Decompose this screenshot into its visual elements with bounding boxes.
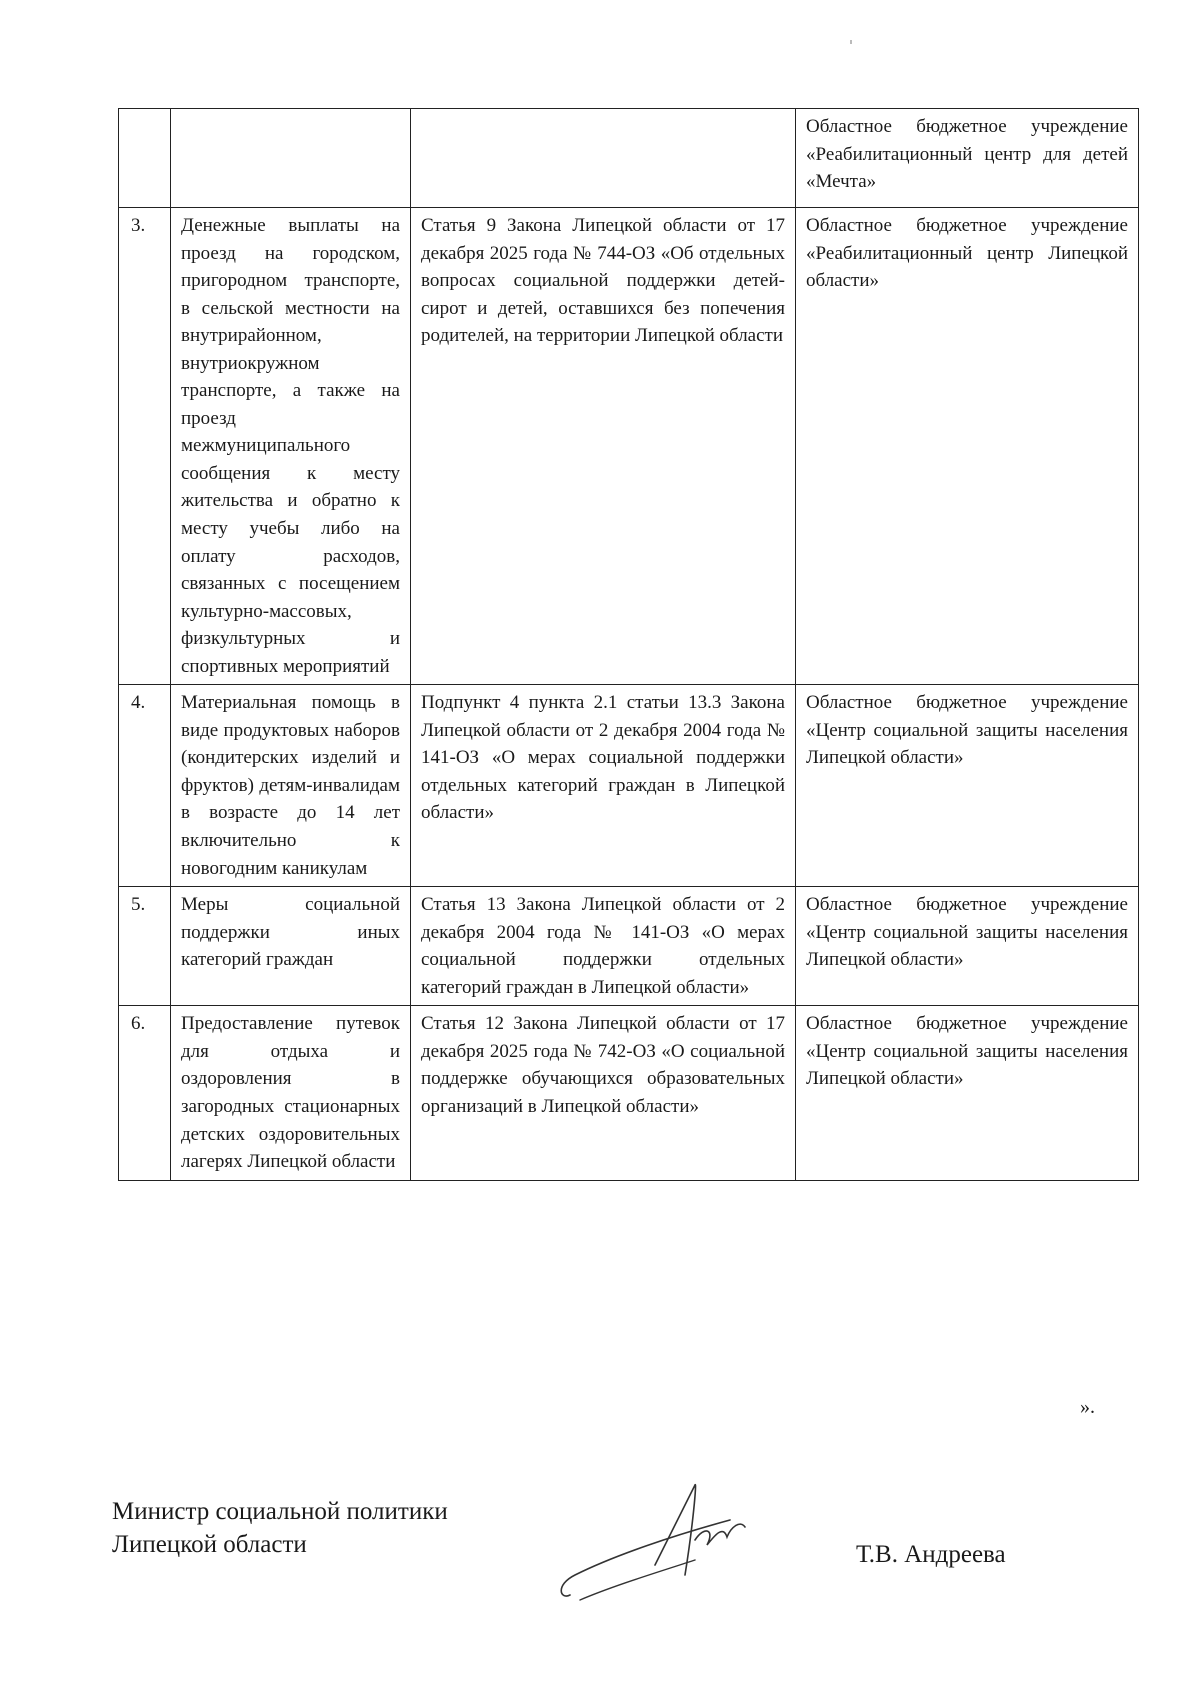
row-number: 5. <box>119 887 171 1006</box>
position-line: Липецкой области <box>112 1530 307 1558</box>
table-row <box>119 208 1139 685</box>
institution: Областное бюджетное учреждение «Реабилитационный центр для детей «Мечта» <box>796 109 1139 208</box>
scan-speck <box>850 40 852 44</box>
row-number: 4. <box>119 685 171 887</box>
institution: Областное бюджетное учреждение «Центр социальной защиты населения Липецкой области» <box>796 1006 1139 1180</box>
measure-name: Денежные выплаты на проезд на городском, пригородном транспорте, в сельской местности на внутрирайонном, внутриокружном транспорте, а также на проезд межмуниципального сообщения к месту жительства и обратно к месту учебы либо на оплату расходов, связанных с посещением культурно-массовых, физкультурных и спортивных мероприятий <box>171 208 411 685</box>
closing-quote: ». <box>1080 1396 1095 1418</box>
table-row <box>119 1006 1139 1180</box>
measures-table <box>118 108 1139 1181</box>
table-row <box>119 887 1139 1006</box>
measure-name: Материальная помощь в виде продуктовых наборов (кондитерских изделий и фруктов) детям-инвалидам в возрасте до 14 лет включительно к новогодним каникулам <box>171 685 411 887</box>
position-line: Министр социальной политики <box>112 1498 448 1525</box>
institution: Областное бюджетное учреждение «Реабилитационный центр Липецкой области» <box>796 208 1139 685</box>
measure-name: Предоставление путевок для отдыха и оздоровления в загородных стационарных детских оздоровительных лагерях Липецкой области <box>171 1006 411 1180</box>
row-number: 6. <box>119 1006 171 1180</box>
legal-basis: Подпункт 4 пункта 2.1 статьи 13.3 Закона Липецкой области от 2 декабря 2004 года № 141-ОЗ «О мерах социальной поддержки отдельных категорий граждан в Липецкой области» <box>411 685 796 887</box>
row-number <box>119 109 171 208</box>
legal-basis: Статья 9 Закона Липецкой области от 17 декабря 2025 года № 744-ОЗ «Об отдельных вопросах социальной поддержки детей-сирот и детей, оставшихся без попечения родителей, на территории Липецкой области <box>411 208 796 685</box>
table-row <box>119 109 1139 208</box>
signatory-name: Т.В. Андреева <box>856 1541 1006 1568</box>
table-row <box>119 685 1139 887</box>
handwritten-signature <box>555 1465 805 1615</box>
measure-name: Меры социальной поддержки иных категорий граждан <box>171 887 411 1006</box>
row-number: 3. <box>119 208 171 685</box>
measure-name <box>171 109 411 208</box>
institution: Областное бюджетное учреждение «Центр социальной защиты населения Липецкой области» <box>796 685 1139 887</box>
legal-basis: Статья 12 Закона Липецкой области от 17 декабря 2025 года № 742-ОЗ «О социальной поддержке обучающихся образовательных организаций в Липецкой области» <box>411 1006 796 1180</box>
signatory-position <box>112 1496 448 1561</box>
institution: Областное бюджетное учреждение «Центр социальной защиты населения Липецкой области» <box>796 887 1139 1006</box>
legal-basis: Статья 13 Закона Липецкой области от 2 декабря 2004 года № 141-ОЗ «О мерах социальной поддержки отдельных категорий граждан в Липецкой области» <box>411 887 796 1006</box>
legal-basis <box>411 109 796 208</box>
